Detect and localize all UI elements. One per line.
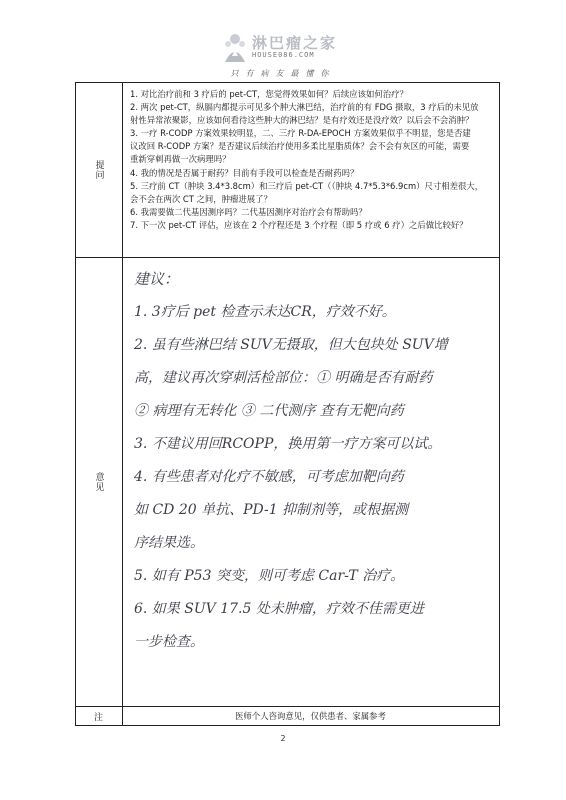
logo-slogan: 只有病友最懂你 [230, 69, 336, 78]
page-number: 2 [280, 734, 286, 743]
question-line: 会不会在两次 CT 之间，肿瘤进展了？ [130, 193, 272, 204]
opinion-line: 3. 不建议用回RCOPP，换用第一疗方案可以试。 [134, 436, 442, 452]
opinion-line: 1. 3疗后 pet 检查示未达CR，疗效不好。 [134, 304, 396, 320]
opinion-line: ② 病理有无转化 ③ 二代测序 查有无靶向药 [134, 403, 404, 419]
column-divider [122, 83, 123, 725]
opinion-line: 5. 如有 P53 突变，则可考虑 Car-T 治疗。 [134, 568, 405, 584]
note-text: 医师个人咨询意见，仅供患者、家属参考 [235, 711, 386, 721]
opinion-line: 序结果选。 [134, 535, 204, 551]
opinion-line: 2. 虽有些淋巴结 SUV无摄取，但大包块处 SUV增 [134, 337, 448, 353]
question-line: 5. 三疗前 CT（肿块 3.4*3.8cm）和三疗后 pet-CT（（肿块 4.7*5.3*6.9cm）尺寸相差很大， [130, 180, 484, 191]
opinion-line: 一步检查。 [134, 634, 204, 650]
opinion-line: 6. 如果 SUV 17.5 处未肿瘤，疗效不佳需更进 [134, 601, 424, 617]
opinion-line: 高，建议再次穿刺活检部位：① 明确是否有耐药 [134, 370, 433, 386]
questions-list [130, 88, 496, 232]
opinion-label: 意见 [93, 472, 104, 492]
consultation-table [75, 82, 500, 726]
note-label: 注 [93, 713, 104, 723]
opinion-line: 如 CD 20 单抗、PD-1 抑制剂等，或根据测 [134, 502, 409, 518]
row-divider-questions [76, 257, 499, 258]
question-line: 3. 一疗 R-CODP 方案效果较明显，二、三疗 R-DA-EPOCH 方案效果似乎不明显，您是否建 [130, 128, 471, 139]
logo-name: 淋巴瘤之家 [252, 34, 338, 52]
question-line: 7. 下一次 pet-CT 评估，应该在 2 个疗程还是 3 个疗程（即 5 疗或 6 疗）之后做比较好？ [130, 219, 468, 230]
questions-label: 提问 [93, 160, 104, 180]
logo-url: HOUSE086.COM [252, 51, 315, 59]
opinion-line: 建议： [134, 270, 180, 288]
question-line: 议改回 R-CODP 方案？是否建议后续治疗使用多柔比星脂质体？会不会有灰区的可能，需要 [130, 141, 470, 152]
question-line: 1. 对比治疗前和 3 疗后的 pet-CT，您觉得效果如何？后续应该如何治疗？ [130, 89, 408, 99]
site-logo [222, 30, 362, 70]
logo-mark-icon [222, 32, 248, 66]
question-line: 2. 两次 pet-CT，纵膈内都提示可见多个肿大淋巴结，治疗前的有 FDG 摄取，3 疗后的未见放 [130, 102, 479, 113]
opinion-line: 4. 有些患者对化疗不敏感，可考虑加靶向药 [134, 469, 404, 485]
handwritten-opinion [134, 263, 494, 683]
question-line: 射性异常浓聚影，应该如何看待这些肿大的淋巴结？是有疗效还是没疗效？以后会不会消肿？ [130, 115, 474, 126]
question-line: 6. 我需要做二代基因测序吗？二代基因测序对治疗会有帮助吗？ [130, 206, 367, 217]
question-line: 重新穿刺再做一次病理吗？ [130, 154, 231, 165]
question-line: 4. 我的情况是否属于耐药？目前有手段可以检查是否耐药吗？ [130, 167, 359, 178]
